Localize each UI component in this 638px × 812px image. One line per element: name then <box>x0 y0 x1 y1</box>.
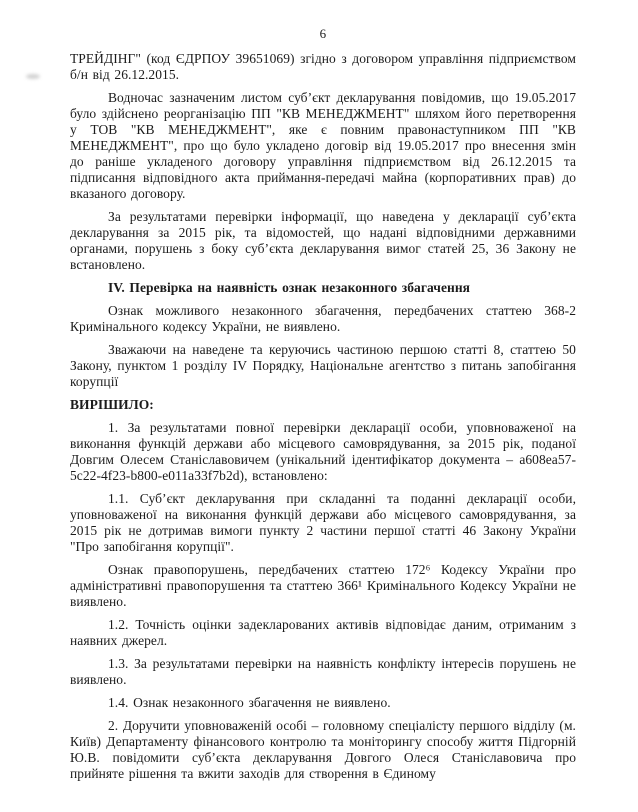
paragraph-item-1: 1. За результатами повної перевірки декларації особи, уповноваженої на виконання функцій держави або місцевого самоврядування, за 2015 рік, поданої Довгим Олесем Станіславовичем (унікальний ідентифікатор документа – a608ea57-5c22-4f23-b800-e011a33f7b2d), встановлено: <box>70 420 576 483</box>
paragraph-item-1-1: 1.1. Суб’єкт декларування при складанні та поданні декларації особи, уповноваженої на виконання функцій держави або місцевого самоврядування, за 2015 рік не дотримав вимоги пункту 2 частини першої статті 46 Закону України "Про запобігання корупції". <box>70 491 576 554</box>
resolved-heading: ВИРІШИЛО: <box>70 397 154 412</box>
paragraph-item-1-3: 1.3. За результатами перевірки на наявність конфлікту інтересів порушень не виявлено. <box>70 656 576 687</box>
paragraph-no-offense-signs: Ознак правопорушень, передбачених статтею 172⁶ Кодексу України про адміністративні правопорушення та статтею 366¹ Кримінального Кодексу України не виявлено. <box>70 562 576 609</box>
section-heading-illicit-enrichment: IV. Перевірка на наявність ознак незаконного збагачення <box>108 280 471 295</box>
paragraph-verification-results: За результатами перевірки інформації, що наведена у декларації суб’єкта декларування за 2015 рік, та відомостей, що надані відповідними державними органами, порушень з боку суб’єкта декларування вимог статей 25, 36 Закону не встановлено. <box>70 209 576 272</box>
scan-smudge <box>26 74 40 79</box>
page-number: 6 <box>319 26 327 41</box>
paragraph-item-1-2: 1.2. Точність оцінки задекларованих активів відповідає даним, отриманим з наявних джерел. <box>70 617 576 648</box>
document-body <box>70 51 576 782</box>
paragraph-item-2: 2. Доручити уповноваженій особі – головному спеціалісту першого відділу (м. Київ) Департаменту фінансового контролю та моніторингу способу життя Підгорній Ю.В. повідомити суб’єкта декларування Довгого Олеся Станіславовича про прийняте рішення та вжити заходів для створення в Єдиному <box>70 718 576 781</box>
paragraph-reorganization-notice: Водночас зазначеним листом суб’єкт декларування повідомив, що 19.05.2017 було здійснено реорганізацію ПП "КВ МЕНЕДЖМЕНТ" шляхом його перетворення у ТОВ "КВ МЕНЕДЖМЕНТ", яке є повним правонаступником ПП "КВ МЕНЕДЖМЕНТ", про що було укладено договір від 19.05.2017 про внесення змін до раніше укладеного договору управління підприємством від 26.12.2015 та підписання відповідного акта приймання-передачі майна (корпоративних прав) до вказаного договору. <box>70 90 576 201</box>
paragraph-legal-basis: Зважаючи на наведене та керуючись частиною першою статті 8, статтею 50 Закону, пунктом 1 розділу IV Порядку, Національне агентство з питань запобігання корупції <box>70 342 576 389</box>
paragraph-trading-contract: ТРЕЙДІНГ" (код ЄДРПОУ 39651069) згідно з договором управління підприємством б/н від 26.12.2015. <box>70 51 576 82</box>
paragraph-no-enrichment-signs: Ознак можливого незаконного збагачення, передбачених статтею 368-2 Кримінального кодексу України, не виявлено. <box>70 303 576 334</box>
paragraph-item-1-4: 1.4. Ознак незаконного збагачення не виявлено. <box>108 695 391 710</box>
